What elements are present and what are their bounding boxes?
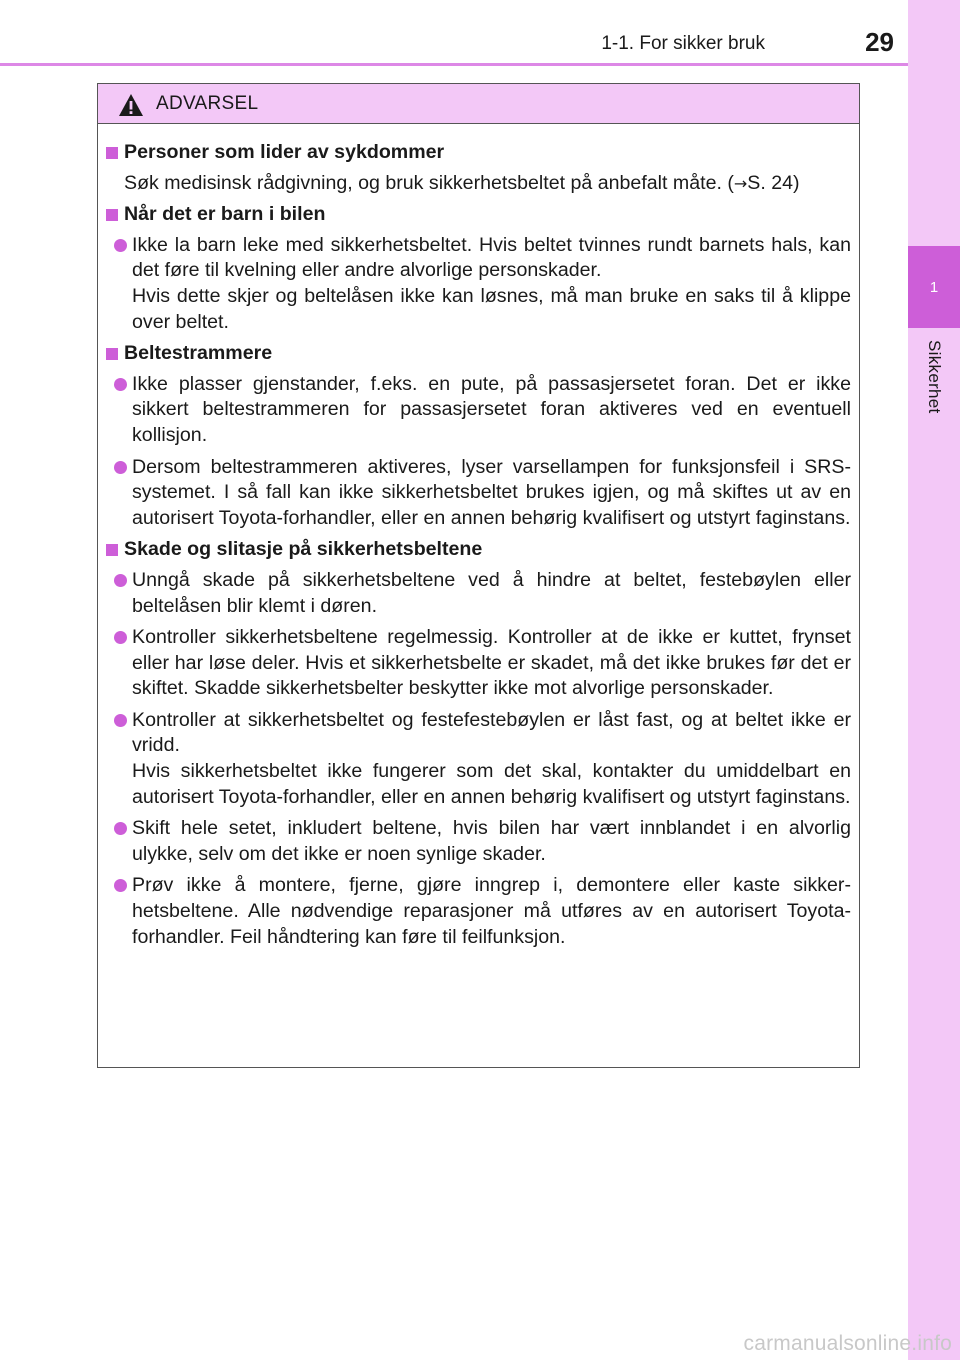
circle-bullet-icon <box>114 631 127 644</box>
body-text: Søk medisinsk rådgivning, og bruk sikkerhetsbeltet på anbefalt måte. ( <box>124 171 734 194</box>
circle-bullet-icon <box>114 879 127 892</box>
page-header <box>0 0 908 62</box>
section-title: 1-1. For sikker bruk <box>601 33 765 54</box>
list-item <box>106 233 851 335</box>
chapter-number-tab <box>908 246 960 328</box>
chapter-side-strip <box>908 0 960 1360</box>
chapter-label-container <box>908 340 960 440</box>
warning-label: ADVARSEL <box>156 92 259 114</box>
square-bullet-icon <box>106 147 118 159</box>
section-heading <box>106 537 851 563</box>
section-title-text: Beltestrammere <box>124 342 273 365</box>
item-text <box>132 372 851 449</box>
square-bullet-icon <box>106 544 118 556</box>
item-text <box>132 873 851 950</box>
list-item <box>106 873 851 950</box>
item-paragraph: Prøv ikke å montere, fjerne, gjøre inngrep i, demontere eller kaste sikkerhetsbeltene. Alle nødvendige reparasjoner må utføres av en autorisert Toyota-forhandler. Feil håndtering kan føre til feilfunksjon. <box>132 874 851 948</box>
circle-bullet-icon <box>114 574 127 587</box>
item-text <box>132 568 851 619</box>
item-text <box>132 233 851 335</box>
item-paragraph: Unngå skade på sikkerhetsbeltene ved å hindre at beltet, festebøylen eller beltelåsen blir klemt i døren. <box>132 568 851 617</box>
item-paragraph: Kontroller at sikkerhetsbeltet og festefestebøylen er låst fast, og at beltet ikke er vridd. <box>132 708 851 757</box>
circle-bullet-icon <box>114 461 127 474</box>
header-rule <box>0 63 908 66</box>
watermark: carmanualsonline.info <box>743 1332 952 1355</box>
list-item <box>106 372 851 449</box>
item-text <box>132 625 851 702</box>
circle-bullet-icon <box>114 714 127 727</box>
chapter-label: Sikkerhet <box>925 340 944 414</box>
list-item <box>106 568 851 619</box>
section-heading <box>106 202 851 228</box>
page-reference-link[interactable]: S. 24) <box>747 171 800 194</box>
section-title-text: Skade og slitasje på sikkerhetsbeltene <box>124 538 483 561</box>
list-item <box>106 455 851 532</box>
item-text <box>132 455 851 532</box>
arrow-right-icon: → <box>733 173 748 193</box>
section-pretensioners <box>106 341 851 531</box>
square-bullet-icon <box>106 209 118 221</box>
item-text <box>132 816 851 867</box>
item-paragraph: Dersom beltestrammeren aktiveres, lyser varsellampen for funksjonsfeil i SRS-systemet. I så fall kan ikke sikkerhetsbeltet brukes igjen, og må skiftes ut av en autorisert Toyota-forhandler, eller en annen behørig kvalifisert og utstyrt faginstans. <box>132 455 851 529</box>
item-paragraph: Hvis dette skjer og beltelåsen ikke kan løsnes, må man bruke en saks til å klippe over beltet. <box>132 284 851 333</box>
section-heading <box>106 140 851 166</box>
circle-bullet-icon <box>114 378 127 391</box>
item-paragraph: Ikke plasser gjenstander, f.eks. en pute, på passasjersetet foran. Det er ikke sikkert beltestrammeren for passasjersetet foran aktiveres ved en eventuell kollisjon. <box>132 372 851 446</box>
item-paragraph: Kontroller sikkerhetsbeltene regelmessig. Kontroller at de ikke er kuttet, frynset eller har løse deler. Hvis et sikkerhetsbelte er skadet, må det ikke brukes før det er skiftet. Skadde sikkerhetsbelter beskytter ikke mot alvorlige personskader. <box>132 626 851 700</box>
warning-content <box>98 124 859 950</box>
list-item <box>106 625 851 702</box>
circle-bullet-icon <box>114 239 127 252</box>
section-heading <box>106 341 851 367</box>
section-title-text: Når det er barn i bilen <box>124 203 326 226</box>
warning-triangle-icon <box>118 93 144 117</box>
section-title-text: Personer som lider av sykdommer <box>124 141 445 163</box>
circle-bullet-icon <box>114 822 127 835</box>
section-damage <box>106 537 851 950</box>
section-illness <box>106 140 851 196</box>
warning-header <box>98 84 859 124</box>
chapter-number: 1 <box>929 278 939 296</box>
list-item <box>106 816 851 867</box>
section-children <box>106 202 851 335</box>
page-number: 29 <box>865 27 894 57</box>
section-body <box>106 171 851 197</box>
square-bullet-icon <box>106 348 118 360</box>
warning-box <box>97 83 860 1068</box>
list-item <box>106 708 851 810</box>
item-paragraph: Skift hele setet, inkludert beltene, hvis bilen har vært innblandet i en alvorlig ulykke, selv om det ikke er noen synlige skader. <box>132 817 851 865</box>
item-text <box>132 708 851 810</box>
item-paragraph: Ikke la barn leke med sikkerhetsbeltet. Hvis beltet tvinnes rundt barnets hals, kan det føre til kvelning eller andre alvorlige personskader. <box>132 233 851 282</box>
item-paragraph: Hvis sikkerhetsbeltet ikke fungerer som det skal, kontakter du umiddelbart en autorisert Toyota-forhandler, eller en annen behørig kvalifisert og utstyrt faginstans. <box>132 760 851 808</box>
